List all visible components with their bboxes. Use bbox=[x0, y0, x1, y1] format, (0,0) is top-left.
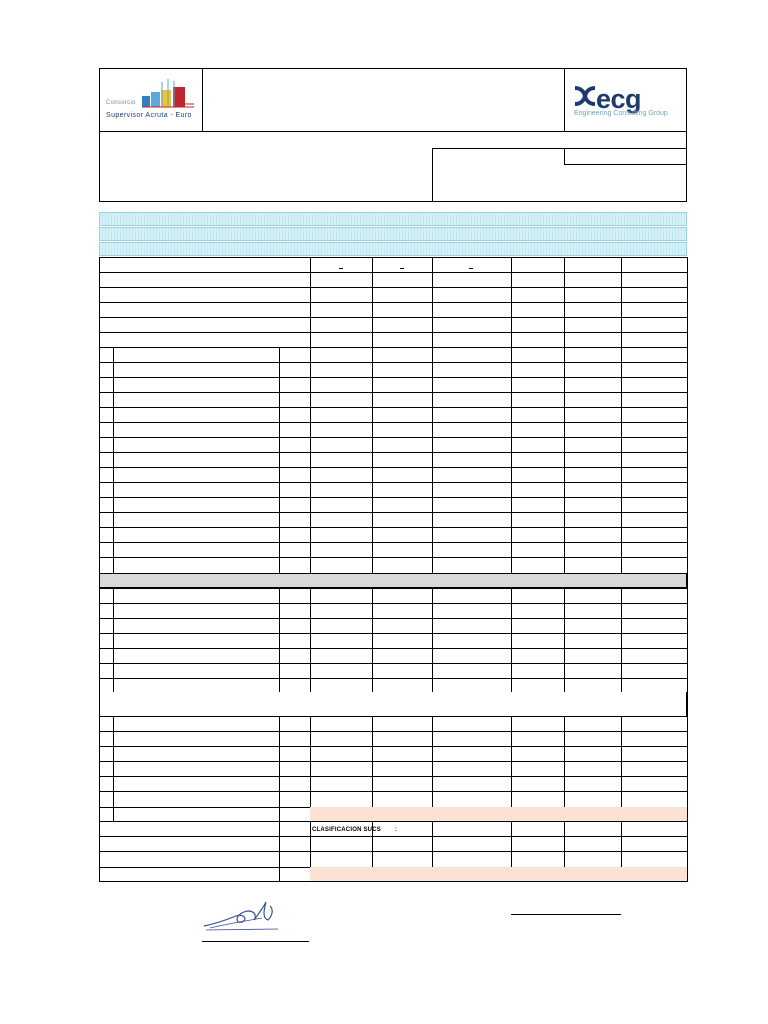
table-row-line bbox=[99, 302, 688, 303]
sucs-label-colon: : bbox=[394, 827, 398, 833]
highlight-row-2 bbox=[310, 867, 687, 881]
table-row-line bbox=[99, 317, 688, 318]
table-row-line bbox=[99, 776, 688, 777]
consortium-logo-line1: Consorcio bbox=[106, 100, 136, 106]
table-row-line bbox=[99, 467, 688, 468]
table-row-line bbox=[99, 588, 688, 589]
consortium-logo-icon bbox=[140, 76, 198, 112]
table-column-line bbox=[564, 716, 565, 882]
ecg-logo-icon bbox=[573, 83, 597, 109]
table-row-line bbox=[99, 512, 688, 513]
table-row-line bbox=[99, 482, 688, 483]
table-row-line bbox=[99, 746, 688, 747]
section-separator-band bbox=[99, 573, 687, 588]
table-column-line bbox=[621, 716, 622, 882]
table-column-line bbox=[564, 257, 565, 573]
table-row-line bbox=[99, 422, 688, 423]
table-column-line bbox=[511, 257, 512, 573]
table-row-line bbox=[99, 557, 688, 558]
table-row-line bbox=[99, 633, 688, 634]
logo-bar-blue bbox=[142, 96, 150, 107]
table-index-column-line bbox=[113, 347, 114, 573]
table-column-line bbox=[310, 257, 311, 573]
table-row-line bbox=[99, 648, 688, 649]
table-row-line bbox=[99, 821, 688, 822]
table-column-line bbox=[372, 588, 373, 692]
column-header-dash-2 bbox=[400, 268, 404, 269]
table-row-line bbox=[99, 347, 688, 348]
title-band-1 bbox=[99, 212, 687, 226]
title-band-3 bbox=[99, 242, 687, 256]
table-unit-column-line bbox=[279, 347, 280, 573]
sucs-label-text: CLASIFICACION SUCS bbox=[312, 827, 381, 833]
table-index-column-line bbox=[113, 716, 114, 821]
table-row-line bbox=[99, 362, 688, 363]
table-row-line bbox=[99, 678, 688, 679]
table-row-line bbox=[99, 663, 688, 664]
table-row-line bbox=[99, 618, 688, 619]
table-column-line bbox=[621, 257, 622, 573]
table-row-line bbox=[99, 761, 688, 762]
column-header-dash-1 bbox=[339, 268, 343, 269]
table-column-line bbox=[621, 588, 622, 692]
highlight-row-1 bbox=[310, 807, 687, 821]
table-column-line bbox=[432, 257, 433, 573]
table-column-line bbox=[372, 257, 373, 573]
table-row-line bbox=[99, 272, 688, 273]
table-row-line bbox=[99, 851, 688, 852]
table-row-line bbox=[99, 407, 688, 408]
table-row-line bbox=[99, 497, 688, 498]
table-column-line bbox=[372, 716, 373, 882]
table-border-right bbox=[687, 257, 688, 882]
table-unit-column-line bbox=[279, 588, 280, 692]
table-row-line bbox=[99, 257, 688, 258]
logo-bar-lightblue bbox=[151, 92, 160, 107]
table-row-line bbox=[99, 731, 688, 732]
table-row-line bbox=[99, 377, 688, 378]
ecg-logo-tagline: Engineering Consulting Group bbox=[574, 110, 668, 117]
section-title-band bbox=[99, 692, 687, 716]
table-border-left bbox=[99, 257, 100, 882]
table-column-line bbox=[511, 716, 512, 882]
signature-line-right bbox=[511, 914, 621, 915]
table-row-line bbox=[99, 791, 688, 792]
table-column-line bbox=[310, 588, 311, 692]
table-row-line bbox=[99, 332, 688, 333]
title-band-2 bbox=[99, 227, 687, 241]
table-column-line bbox=[511, 588, 512, 692]
consortium-logo-line2: Supervisor Acruta - Euro bbox=[106, 112, 192, 119]
table-row-line bbox=[99, 542, 688, 543]
column-header-dash-3 bbox=[469, 268, 473, 269]
table-row-line bbox=[99, 437, 688, 438]
table-column-line bbox=[432, 588, 433, 692]
sucs-classification-label bbox=[312, 827, 397, 833]
table-column-line bbox=[432, 716, 433, 882]
table-row-line bbox=[99, 836, 688, 837]
table-row-line bbox=[99, 603, 688, 604]
table-row-line bbox=[99, 452, 688, 453]
signature-icon bbox=[200, 898, 280, 932]
table-row-line bbox=[99, 392, 688, 393]
table-row-line bbox=[99, 287, 688, 288]
table-unit-column-line bbox=[279, 716, 280, 882]
table-column-line bbox=[564, 588, 565, 692]
sample-info-cell bbox=[564, 148, 687, 165]
table-column-line bbox=[310, 716, 311, 882]
ecg-logo-wordmark: ecg bbox=[596, 84, 642, 114]
table-row-line bbox=[99, 716, 688, 717]
table-row-line bbox=[99, 881, 688, 882]
table-index-column-line bbox=[113, 588, 114, 692]
table-row-line bbox=[99, 527, 688, 528]
signature-line-left bbox=[202, 941, 309, 942]
